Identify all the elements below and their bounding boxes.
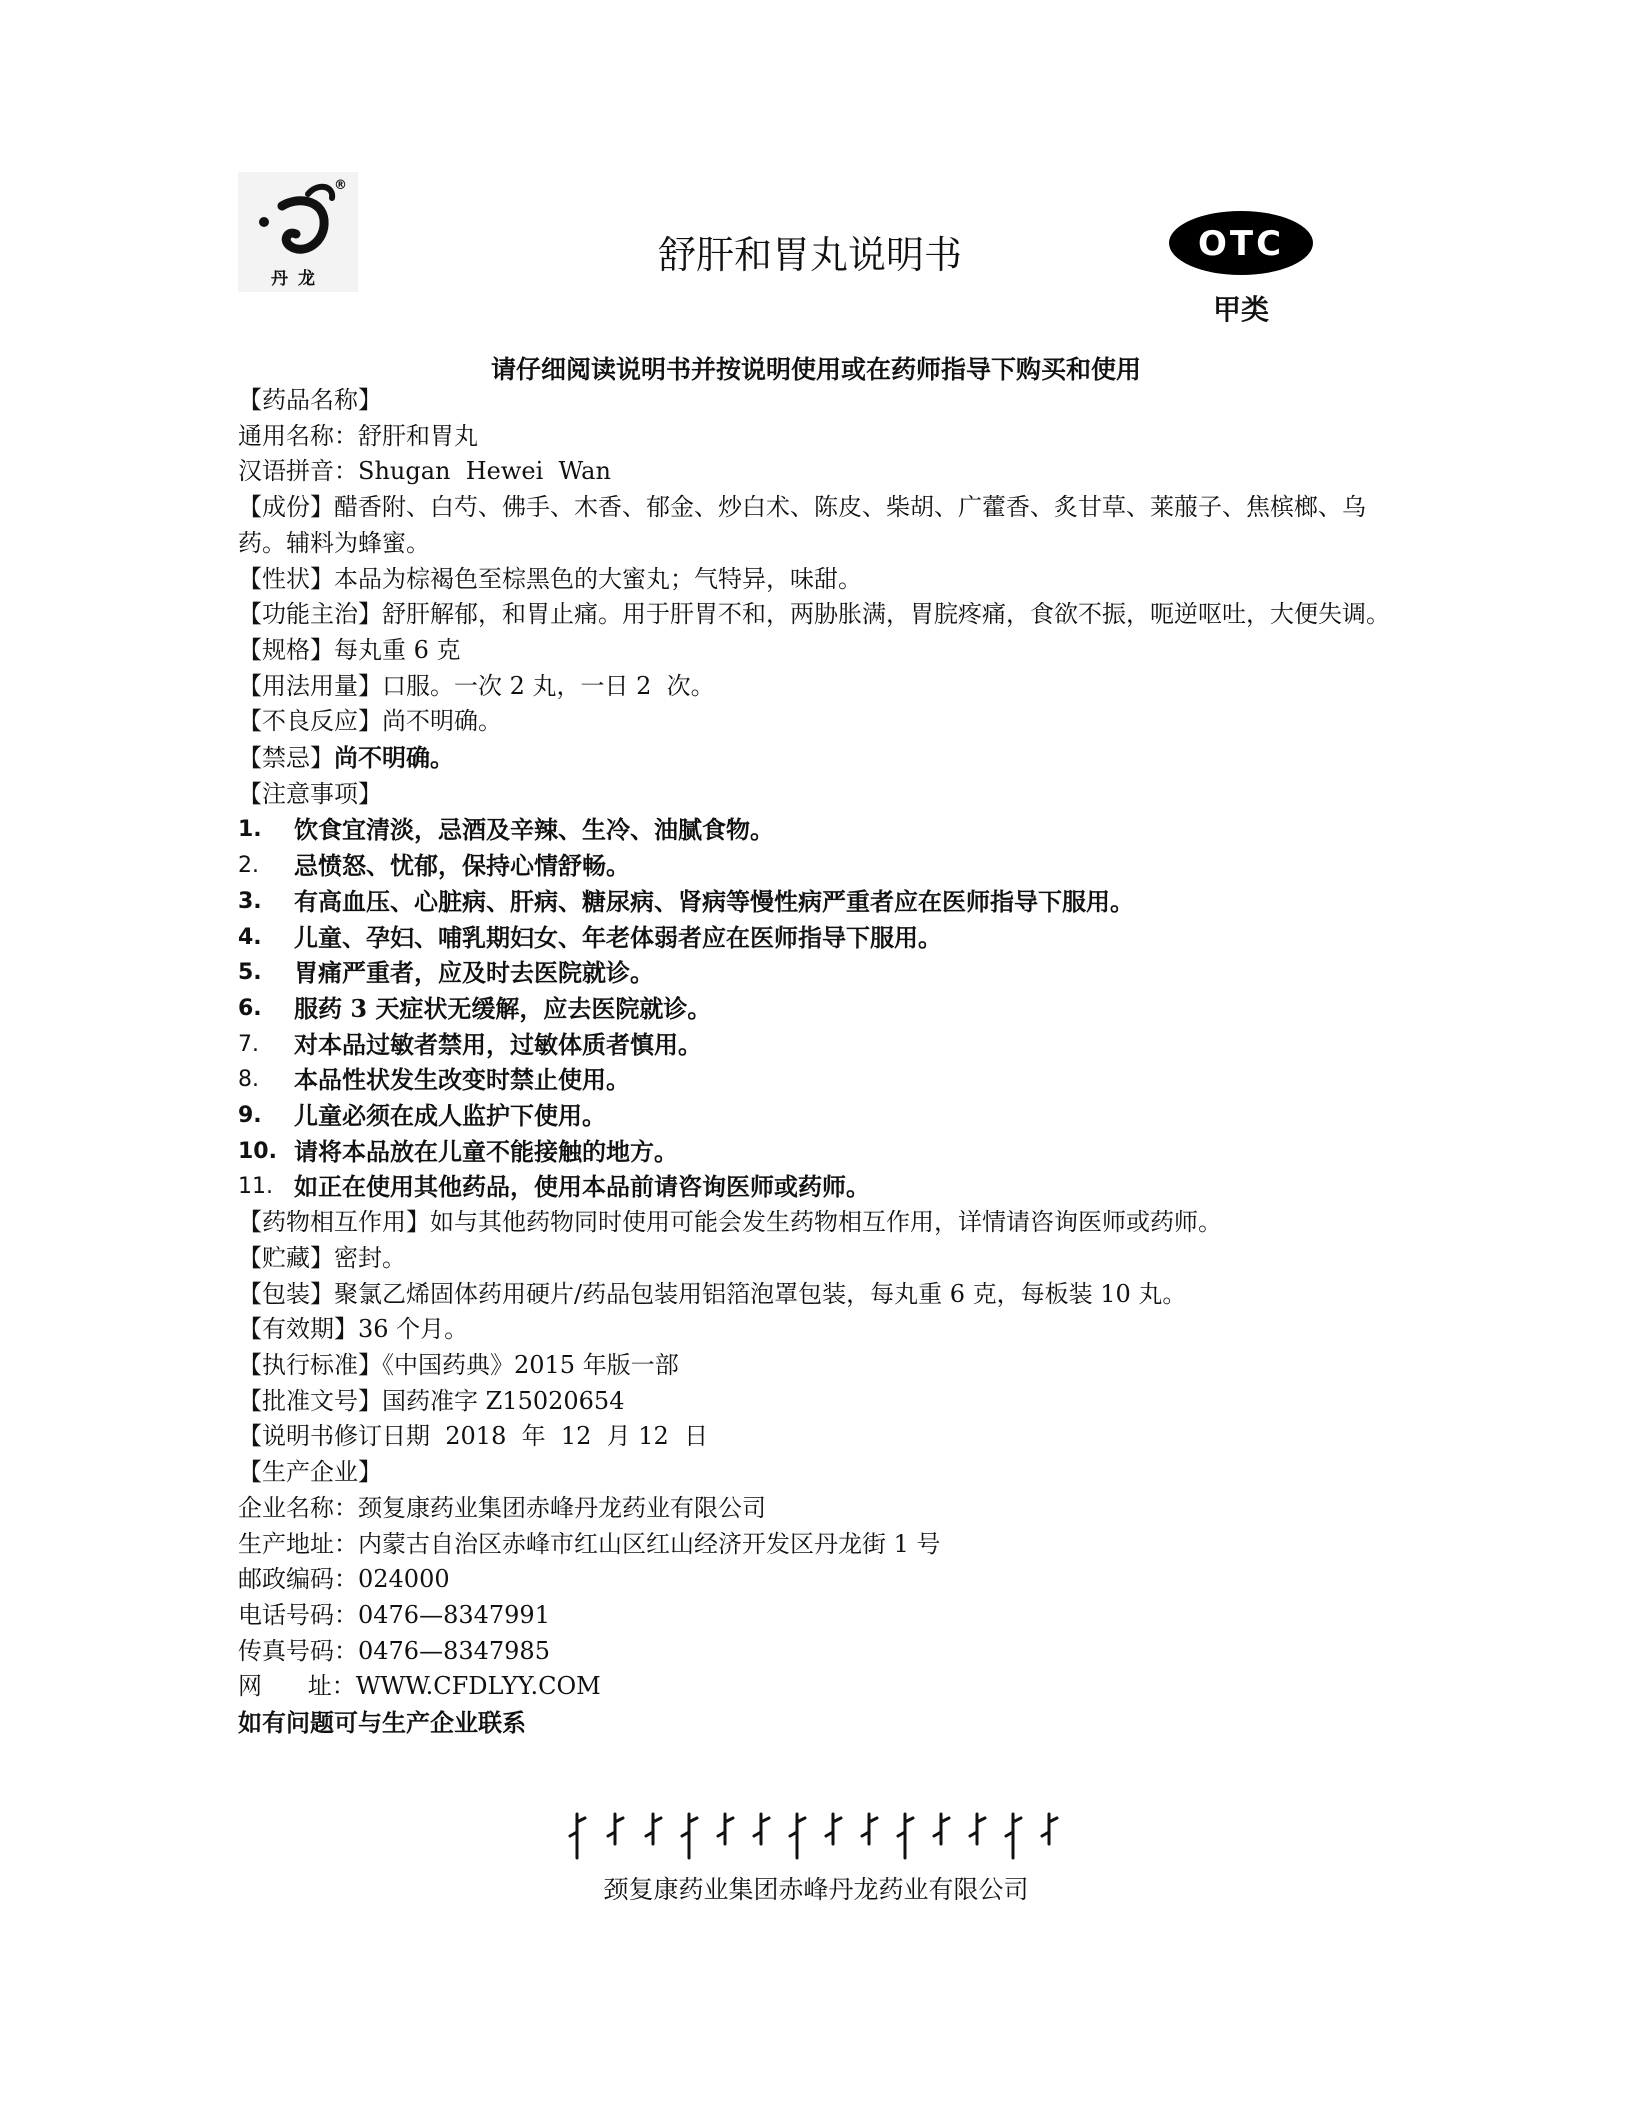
- specification: [238, 633, 1398, 669]
- precaution-number: 10.: [238, 1138, 277, 1164]
- precaution-text: 儿童、孕妇、哺乳期妇女、年老体弱者应在医师指导下服用。: [294, 922, 942, 952]
- packaging: [238, 1277, 1398, 1313]
- contra-text: 尚不明确。: [334, 743, 454, 773]
- mongolian-glyph: [718, 1814, 733, 1844]
- interaction-text: 如与其他药物同时使用可能会发生药物相互作用，详情请咨询医师或药师。: [430, 1208, 1222, 1237]
- mongolian-glyph: [826, 1814, 841, 1844]
- precaution-text: 胃痛严重者，应及时去医院就诊。: [294, 958, 654, 988]
- precaution-number: 6.: [238, 995, 262, 1021]
- ingredients-label: 【成份】: [238, 493, 334, 522]
- revision-date: 【说明书修订日期 2018 年 12 月 12 日: [238, 1422, 709, 1451]
- precaution-item: [238, 955, 1398, 991]
- approval-text: 国药准字 Z15020654: [382, 1386, 625, 1415]
- mongolian-glyph: [934, 1814, 949, 1844]
- contra-label: 【禁忌】: [238, 744, 334, 773]
- mongolian-glyph: [682, 1814, 697, 1858]
- appearance-text: 本品为棕褐色至棕黑色的大蜜丸；气特异，味甜。: [334, 564, 862, 593]
- precaution-number: 3.: [238, 888, 262, 914]
- mongolian-glyph: [754, 1814, 769, 1844]
- reading-notice: 请仔细阅读说明书并按说明使用或在药师指导下购买和使用: [490, 355, 1141, 384]
- indications-label: 【功能主治】: [238, 600, 382, 629]
- precaution-item: [238, 848, 1398, 884]
- pinyin-name: 汉语拼音：Shugan Hewei Wan: [238, 457, 611, 486]
- precaution-item: [238, 812, 1398, 848]
- precaution-text: 服药 3 天症状无缓解，应去医院就诊。: [294, 993, 712, 1023]
- indications-text: 舒肝解郁，和胃止痛。用于肝胃不和，两胁胀满，胃脘疼痛，食欲不振，呃逆呕吐，大便失调。: [382, 600, 1390, 629]
- precaution-item: [238, 920, 1398, 956]
- manufacturer-header: 【生产企业】: [238, 1458, 382, 1487]
- document-title: 舒肝和胃丸说明书: [657, 233, 962, 277]
- manufacturer-address: 生产地址：内蒙古自治区赤峰市红山区红山经济开发区丹龙街 1 号: [238, 1529, 941, 1558]
- mongolian-glyph: [862, 1814, 877, 1844]
- drug-name-header: 【药品名称】: [238, 386, 382, 414]
- ingredients-text: 醋香附、白芍、佛手、木香、郁金、炒白术、陈皮、柴胡、广藿香、炙甘草、莱菔子、焦槟榔、乌药。辅料为蜂蜜。: [238, 493, 1366, 557]
- postcode: 邮政编码：024000: [238, 1565, 450, 1594]
- precaution-number: 1.: [238, 817, 262, 843]
- fax-number: 传真号码：0476—8347985: [238, 1636, 550, 1665]
- precaution-number: 9.: [238, 1103, 262, 1129]
- precaution-number: 8.: [238, 1067, 259, 1093]
- precaution-number: 5.: [238, 960, 262, 986]
- mongolian-glyph: [1042, 1814, 1057, 1844]
- mongolian-glyph: [898, 1814, 913, 1858]
- precaution-text: 饮食宜清淡，忌酒及辛辣、生冷、油腻食物。: [294, 815, 774, 845]
- footer-company: 颈复康药业集团赤峰丹龙药业有限公司: [603, 1875, 1029, 1904]
- precaution-text: 请将本品放在儿童不能接触的地方。: [294, 1136, 678, 1166]
- precaution-item: [238, 1098, 1398, 1134]
- drug-interactions: [238, 1205, 1398, 1241]
- package-text: 聚氯乙烯固体药用硬片/药品包装用铝箔泡罩包装，每丸重 6 克，每板装 10 丸。: [334, 1279, 1187, 1308]
- storage: [238, 1241, 1398, 1277]
- leaflet-body: [238, 383, 1398, 1741]
- precaution-text: 对本品过敏者禁用，过敏体质者慎用。: [294, 1029, 702, 1059]
- storage-text: 密封。: [334, 1243, 406, 1272]
- precaution-text: 儿童必须在成人监护下使用。: [294, 1101, 606, 1131]
- contraindications: [238, 740, 1398, 777]
- precaution-item: [238, 884, 1398, 920]
- otc-category: 甲类: [1212, 293, 1269, 326]
- mongolian-script-icon: [565, 1808, 1085, 1866]
- precaution-text: 本品性状发生改变时禁止使用。: [294, 1065, 630, 1095]
- generic-name: 通用名称：舒肝和胃丸: [238, 421, 478, 450]
- spec-text: 每丸重 6 克: [334, 635, 461, 664]
- standard-label: 【执行标准】: [238, 1350, 382, 1379]
- precautions-header: 【注意事项】: [238, 779, 382, 808]
- mongolian-glyph: [608, 1814, 623, 1844]
- validity-text: 36 个月。: [358, 1315, 469, 1344]
- precaution-text: 有高血压、心脏病、肝病、糖尿病、肾病等慢性病严重者应在医师指导下服用。: [294, 886, 1134, 916]
- company-name: 企业名称：颈复康药业集团赤峰丹龙药业有限公司: [238, 1493, 766, 1522]
- validity: [238, 1312, 1398, 1348]
- precaution-number: 11.: [238, 1174, 273, 1200]
- storage-label: 【贮藏】: [238, 1243, 334, 1272]
- approval-label: 【批准文号】: [238, 1386, 382, 1415]
- mongolian-glyph: [790, 1814, 805, 1858]
- validity-label: 【有效期】: [238, 1315, 358, 1344]
- website: 网 址：WWW.CFDLYY.COM: [238, 1672, 601, 1701]
- logo-text: 丹龙: [271, 269, 325, 289]
- spec-label: 【规格】: [238, 635, 334, 664]
- interaction-label: 【药物相互作用】: [238, 1208, 430, 1237]
- precaution-item: [238, 1062, 1398, 1098]
- standard: [238, 1348, 1398, 1384]
- appearance: [238, 562, 1398, 598]
- adverse-label: 【不良反应】: [238, 707, 382, 736]
- precaution-number: 4.: [238, 924, 262, 950]
- adverse-text: 尚不明确。: [382, 707, 502, 736]
- precaution-item: [238, 1134, 1398, 1170]
- otc-badge-icon: [1168, 210, 1314, 276]
- approval-number: [238, 1384, 1398, 1420]
- package-label: 【包装】: [238, 1279, 334, 1308]
- company-logo: [238, 172, 358, 292]
- mongolian-glyph: [646, 1814, 661, 1844]
- mongolian-glyph: [970, 1814, 985, 1844]
- standard-text: 《中国药典》2015 年版一部: [382, 1350, 679, 1379]
- registered-mark: ®: [334, 178, 347, 193]
- precaution-text: 如正在使用其他药品，使用本品前请咨询医师或药师。: [294, 1172, 870, 1202]
- mongolian-glyph: [1006, 1814, 1021, 1858]
- appearance-label: 【性状】: [238, 564, 334, 593]
- adverse-reactions: [238, 704, 1398, 740]
- precaution-number: 2.: [238, 853, 259, 879]
- precaution-number: 7.: [238, 1031, 259, 1057]
- dosage-label: 【用法用量】: [238, 671, 382, 700]
- precaution-item: [238, 1027, 1398, 1063]
- indications: [238, 597, 1398, 633]
- ingredients: [238, 490, 1398, 561]
- dosage: [238, 669, 1398, 705]
- phone-number: 电话号码：0476—8347991: [238, 1600, 550, 1629]
- otc-badge-text: OTC: [1197, 224, 1285, 264]
- precaution-item: [238, 991, 1398, 1027]
- dosage-text: 口服。一次 2 丸，一日 2 次。: [382, 671, 715, 700]
- mongolian-glyph: [570, 1814, 585, 1858]
- contact-note: 如有问题可与生产企业联系: [238, 1708, 526, 1738]
- precaution-text: 忌愤怒、忧郁，保持心情舒畅。: [294, 851, 630, 881]
- precaution-item: [238, 1169, 1398, 1205]
